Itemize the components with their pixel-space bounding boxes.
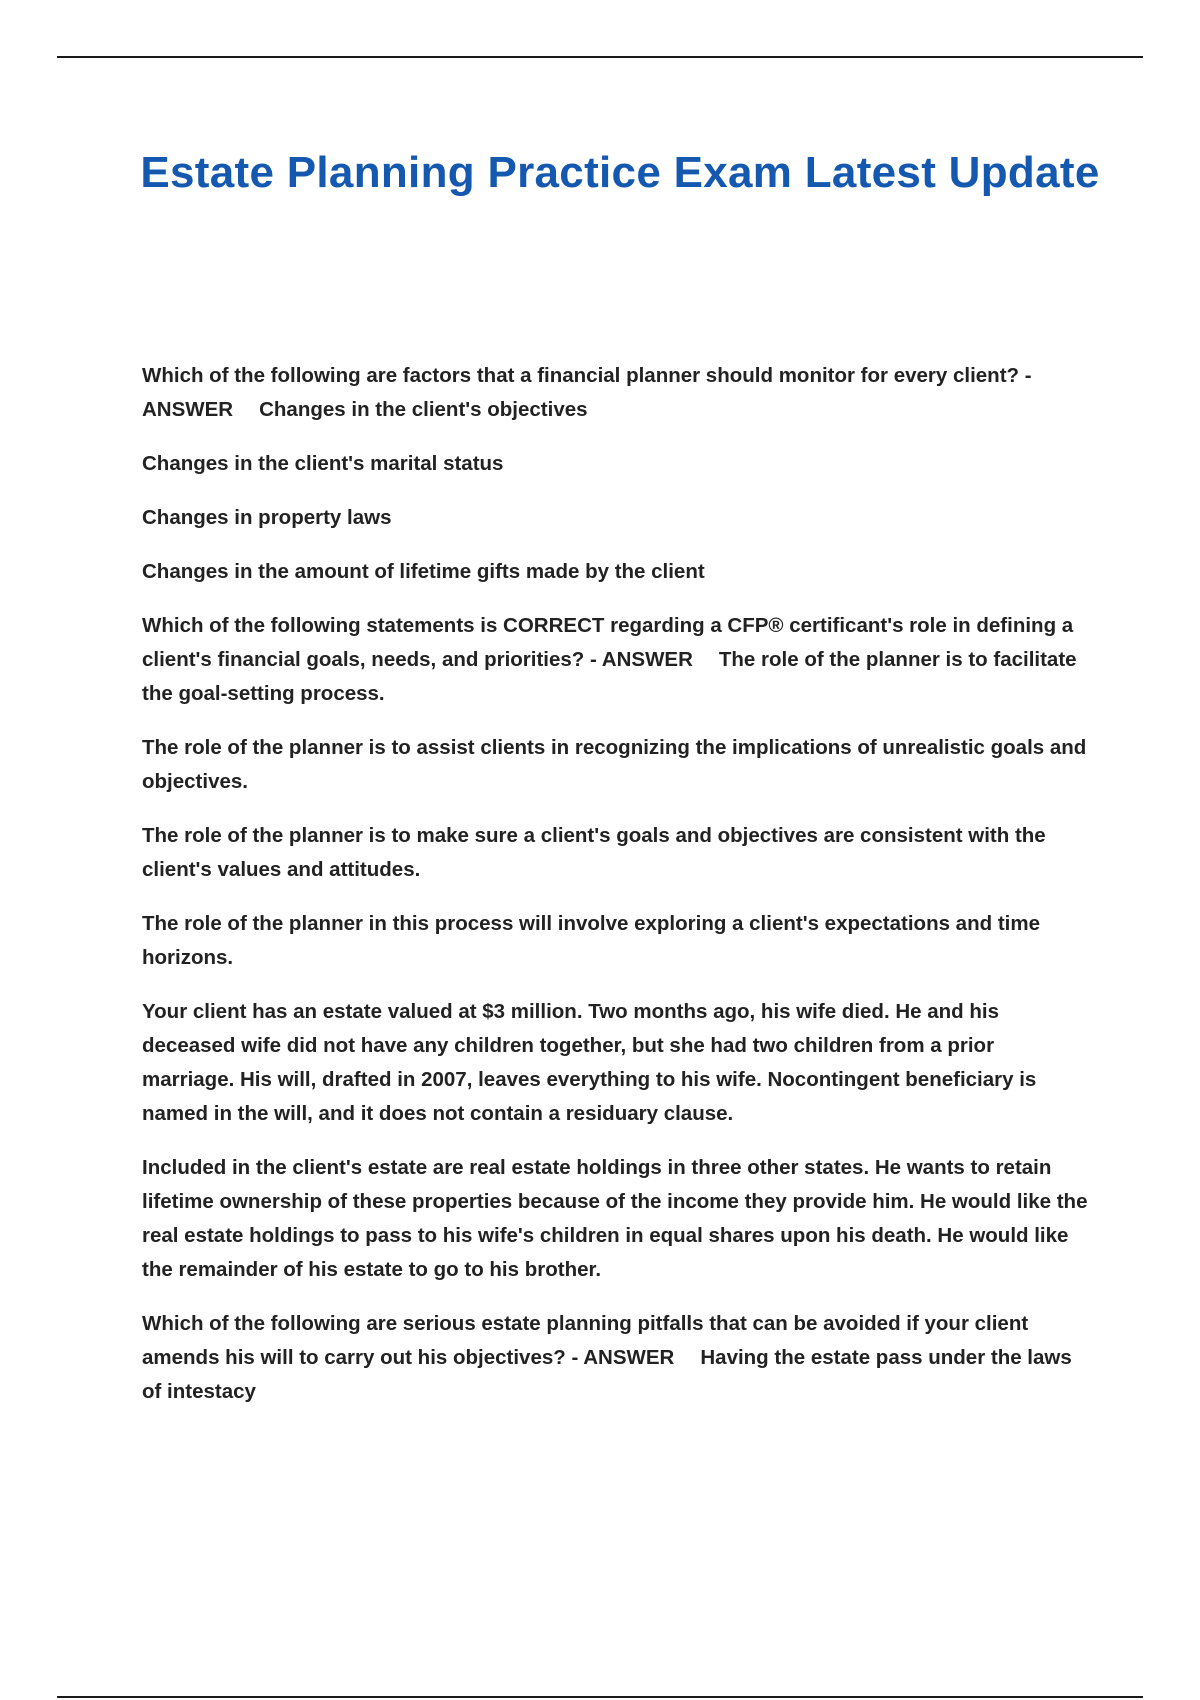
answer-text: Changes in the client's objectives bbox=[259, 398, 588, 421]
answer-label: ANSWER bbox=[583, 1346, 675, 1369]
document-title: Estate Planning Practice Exam Latest Update bbox=[140, 148, 1100, 197]
qa-paragraph-2 bbox=[142, 609, 1092, 711]
answer-paragraph: Changes in the client's marital status bbox=[142, 452, 504, 475]
question-text: Which of the following are serious estate planning pitfalls that can be avoided if your client amends his will to carry out his objectives? - bbox=[142, 1312, 1029, 1369]
answer-paragraph: The role of the planner in this process will involve exploring a client's expectations and time horizons. bbox=[142, 912, 1040, 969]
qa-paragraph-1 bbox=[142, 359, 1092, 427]
answer-label: ANSWER bbox=[601, 648, 693, 671]
answer-text: The role of the planner is to facilitate the goal-setting process. bbox=[142, 648, 1077, 705]
document-body bbox=[142, 359, 1092, 1429]
question-text: Which of the following statements is CORRECT regarding a CFP® certificant's role in defining a client's financial goals, needs, and priorities? - bbox=[142, 614, 1074, 671]
answer-paragraph: Changes in the amount of lifetime gifts made by the client bbox=[142, 560, 705, 583]
top-rule bbox=[57, 56, 1143, 58]
answer-label: ANSWER bbox=[142, 398, 234, 421]
qa-paragraph-3 bbox=[142, 1307, 1092, 1409]
answer-paragraph: The role of the planner is to assist clients in recognizing the implications of unrealistic goals and objectives. bbox=[142, 736, 1087, 793]
scenario-paragraph: Your client has an estate valued at $3 million. Two months ago, his wife died. He and his deceased wife did not have any children together, but she had two children from a prior marriage. His will, drafted in 2007, leaves everything to his wife. Nocontingent beneficiary is named in the will, and it does not contain a residuary clause. bbox=[142, 1000, 1037, 1125]
answer-text: Having the estate pass under the laws of intestacy bbox=[142, 1346, 1072, 1403]
answer-paragraph: The role of the planner is to make sure a client's goals and objectives are consistent with the client's values and attitudes. bbox=[142, 824, 1046, 881]
answer-paragraph: Changes in property laws bbox=[142, 506, 392, 529]
bottom-rule bbox=[57, 1696, 1143, 1698]
scenario-paragraph: Included in the client's estate are real estate holdings in three other states. He wants to retain lifetime ownership of these properties because of the income they provide him. He would like the real estate holdings to pass to his wife's children in equal shares upon his death. He would like the remainder of his estate to go to his brother. bbox=[142, 1156, 1088, 1281]
question-text: Which of the following are factors that a financial planner should monitor for every client? - bbox=[142, 364, 1032, 387]
